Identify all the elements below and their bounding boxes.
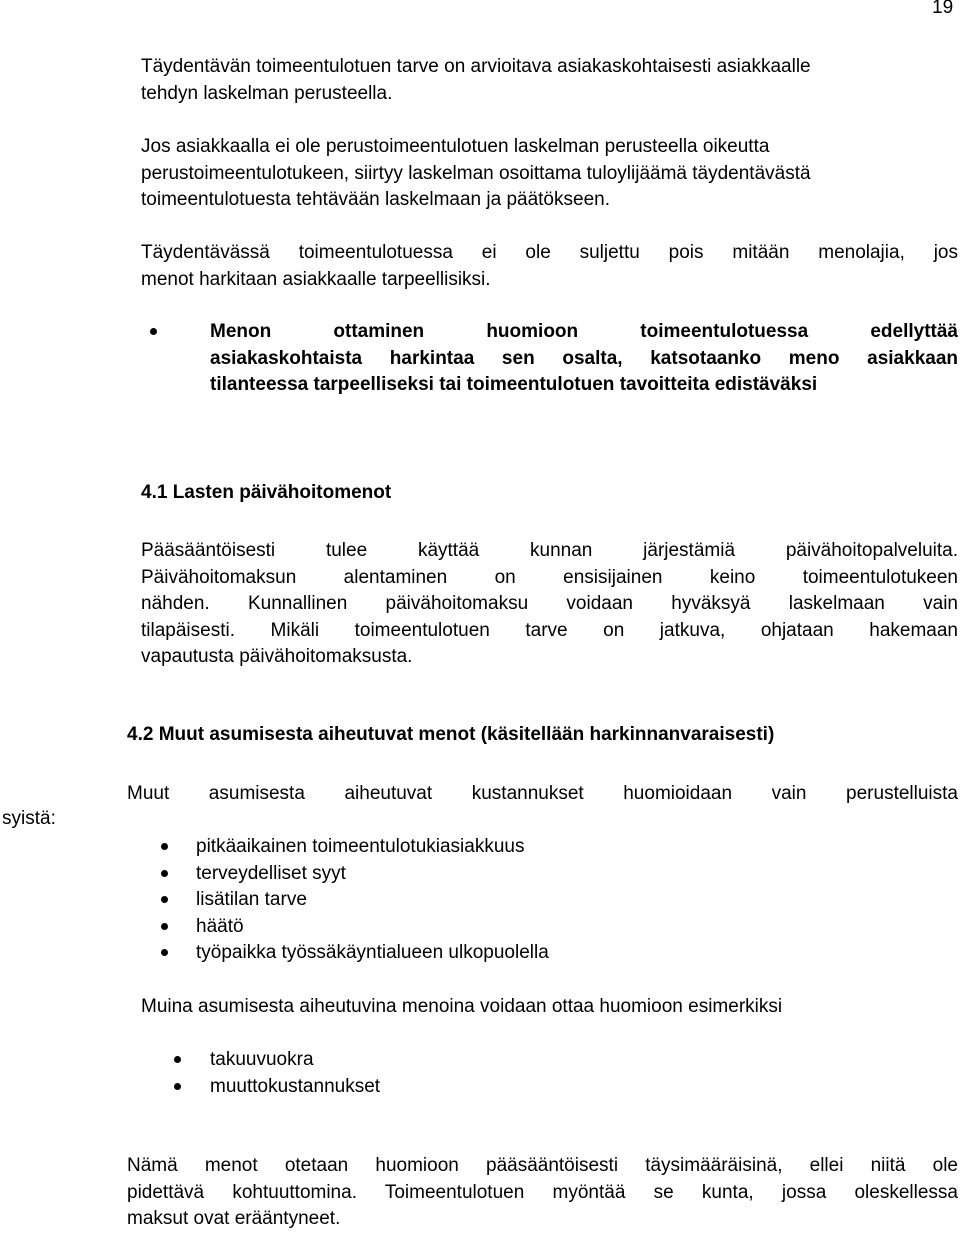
text-line: tilanteessa tarpeelliseksi tai toimeentulotuen tavoitteita edistäväksi xyxy=(210,374,818,395)
text-line: pidettävä kohtuuttomina. Toimeentulotuen myöntää se kunta, jossa oleskellessa xyxy=(127,1181,958,1203)
paragraph-paivahoito xyxy=(141,538,958,671)
text-line: Pääsääntöisesti tulee käyttää kunnan järjestämiä päivähoitopalveluita. xyxy=(141,540,958,561)
text-line: nähden. Kunnallinen päivähoitomaksu voidaan hyväksyä laskelmaan vain xyxy=(141,593,958,614)
bullet-icon xyxy=(174,1056,181,1063)
section-heading-4-1: 4.1 Lasten päivähoitomenot xyxy=(141,482,392,503)
text-line: vapautusta päivähoitomaksusta. xyxy=(141,646,413,667)
bullet-icon xyxy=(161,896,168,903)
text-line: Jos asiakkaalla ei ole perustoimeentulotuen laskelman perusteella oikeutta xyxy=(141,136,770,157)
list-item: lisätilan tarve xyxy=(196,889,307,910)
page-number: 19 xyxy=(932,0,954,18)
list-item: terveydelliset syyt xyxy=(196,862,346,884)
reasons-list xyxy=(196,834,549,967)
text-line: Päivähoitomaksun alentaminen on ensisijainen keino toimeentulotukeen xyxy=(141,566,958,588)
bullet-icon xyxy=(174,1083,181,1090)
section-heading-4-2: 4.2 Muut asumisesta aiheutuvat menot (käsitellään harkinnanvaraisesti) xyxy=(127,724,775,745)
bullet-icon xyxy=(161,949,168,956)
paragraph-siirtyy xyxy=(141,134,811,214)
bold-bullet-text xyxy=(210,319,958,399)
text-line: tilapäisesti. Mikäli toimeentulotuen tarve on jatkuva, ohjataan hakemaan xyxy=(141,619,958,641)
text-line: tehdyn laskelman perusteella. xyxy=(141,82,393,104)
paragraph-tarve xyxy=(141,54,811,107)
paragraph-muina-menoina xyxy=(141,994,782,1021)
list-item: takuuvuokra xyxy=(210,1049,314,1070)
bullet-icon xyxy=(161,843,168,850)
text-line: Täydentävän toimeentulotuen tarve on arvioitava asiakaskohtaisesti asiakkaalle xyxy=(141,56,811,77)
text-line: Menon ottaminen huomioon toimeentulotuessa edellyttää xyxy=(210,321,958,342)
examples-list xyxy=(210,1047,380,1100)
text-line: Täydentävässä toimeentulotuessa ei ole suljettu pois mitään menolajia, jos xyxy=(141,242,958,263)
text-line: perustoimeentulotukeen, siirtyy laskelman osoittama tuloylijäämä täydentävästä xyxy=(141,162,811,184)
text-line: toimeentulotuesta tehtävään laskelmaan ja päätökseen. xyxy=(141,189,610,210)
list-item: häätö xyxy=(196,915,244,937)
bullet-icon xyxy=(161,870,168,877)
paragraph-muut-asumismenot xyxy=(127,781,958,808)
bullet-icon xyxy=(150,328,157,335)
text-line: asiakaskohtaista harkintaa sen osalta, katsotaanko meno asiakkaan xyxy=(210,347,958,369)
text-line: maksut ovat erääntyneet. xyxy=(127,1208,341,1229)
side-label-syista: syistä: xyxy=(2,808,56,829)
list-item: muuttokustannukset xyxy=(210,1075,381,1097)
paragraph-menolajit xyxy=(141,240,958,293)
text-line: Muut asumisesta aiheutuvat kustannukset huomioidaan vain perustelluista xyxy=(127,783,958,804)
bullet-icon xyxy=(161,923,168,930)
list-item: pitkäaikainen toimeentulotukiasiakkuus xyxy=(196,836,525,857)
list-item: työpaikka työssäkäyntialueen ulkopuolella xyxy=(196,942,549,963)
text-line: Muina asumisesta aiheutuvina menoina voidaan ottaa huomioon esimerkiksi xyxy=(141,996,783,1017)
paragraph-taysimaaraisina xyxy=(127,1153,958,1233)
text-line: menot harkitaan asiakkaalle tarpeellisiksi. xyxy=(141,268,491,290)
text-line: Nämä menot otetaan huomioon pääsääntöisesti täysimääräisinä, ellei niitä ole xyxy=(127,1155,958,1176)
